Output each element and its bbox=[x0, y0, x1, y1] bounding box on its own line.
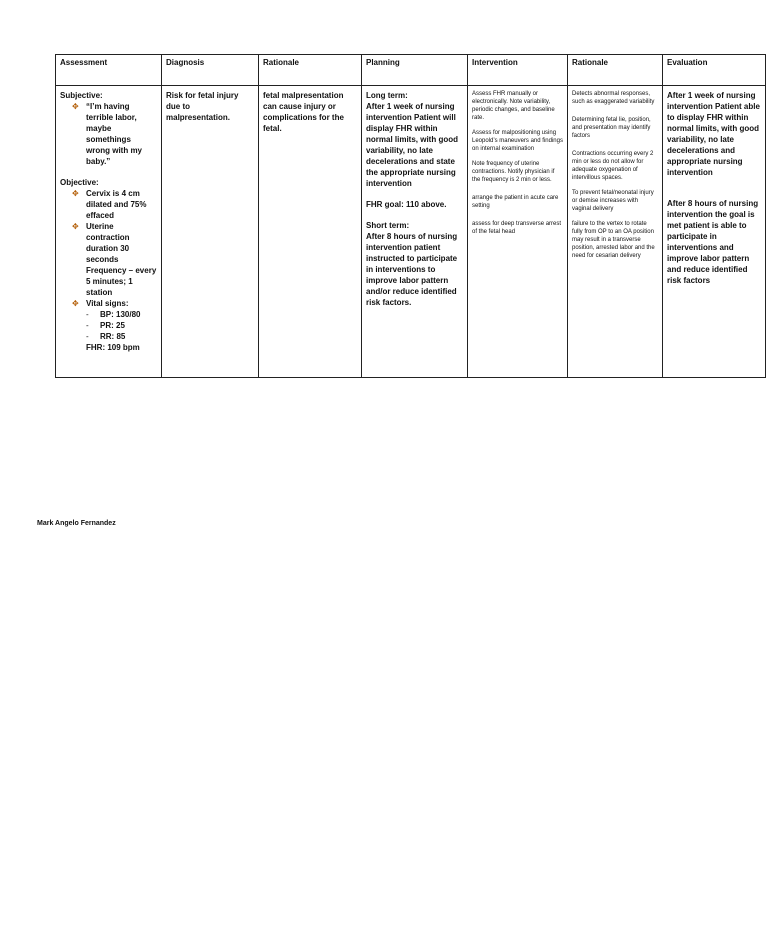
table-row bbox=[56, 86, 766, 378]
intervention-item: Assess FHR manually or electronically. Note variability, periodic changes, and baseline rate. bbox=[472, 91, 555, 121]
contraction-finding: Uterine contraction duration 30 seconds Frequency – every 5 minutes; 1 station bbox=[86, 222, 157, 297]
header-rationale-2: Rationale bbox=[568, 55, 663, 86]
pushpin-bullet-icon: ✥ bbox=[72, 222, 79, 231]
intervention-item: arrange the patient in acute care setting bbox=[472, 195, 559, 209]
pushpin-bullet-icon: ✥ bbox=[72, 299, 79, 308]
short-term-heading: Short term: bbox=[366, 221, 410, 230]
list-item: - BP: 130/80 bbox=[86, 310, 141, 319]
header-evaluation: Evaluation bbox=[663, 55, 766, 86]
vital-fhr: FHR: 109 bpm bbox=[86, 343, 140, 352]
vital-pr: PR: 25 bbox=[100, 321, 125, 330]
header-rationale: Rationale bbox=[259, 55, 362, 86]
header-diagnosis: Diagnosis bbox=[162, 55, 259, 86]
pushpin-bullet-icon: ✥ bbox=[72, 102, 79, 111]
long-term-text: After 1 week of nursing intervention Patient will display FHR within normal limits, with good variability, no late decelerations and state the appropriate nursing intervention bbox=[366, 102, 458, 188]
rationale-text: fetal malpresentation can cause injury or complications for the fetal. bbox=[263, 91, 344, 133]
short-term-text: After 8 hours of nursing intervention patient instructed to participate in interventions to improve labor pattern and/or reduce identified risk factors. bbox=[366, 232, 458, 307]
rationale-item: Detects abnormal responses, such as exaggerated variability bbox=[572, 91, 655, 105]
vital-rr: RR: 85 bbox=[100, 332, 126, 341]
cervix-finding: Cervix is 4 cm dilated and 75% effaced bbox=[86, 189, 147, 220]
subjective-heading: Subjective: bbox=[60, 91, 103, 100]
header-intervention: Intervention bbox=[468, 55, 568, 86]
diagnosis-cell bbox=[162, 86, 259, 378]
intervention-item: assess for deep transverse arrest of the fetal head bbox=[472, 221, 562, 235]
subjective-quote: “I’m having terrible labor, maybe somethings wrong with my baby.” bbox=[86, 102, 142, 166]
list-item bbox=[72, 221, 157, 298]
rationale-item: Determining fetal lie, position, and presentation may identify factors bbox=[572, 117, 651, 139]
objective-heading: Objective: bbox=[60, 178, 99, 187]
list-item: - PR: 25 bbox=[86, 321, 125, 330]
rationale-2-cell bbox=[568, 86, 663, 378]
evaluation-item: After 8 hours of nursing intervention the goal is met patient is able to participate in interventions and improve labor pattern and reduce identified risk factors bbox=[667, 199, 759, 285]
planning-cell bbox=[362, 86, 468, 378]
vital-bp: BP: 130/80 bbox=[100, 310, 141, 319]
list-item bbox=[72, 188, 157, 221]
intervention-cell bbox=[468, 86, 568, 378]
header-planning: Planning bbox=[362, 55, 468, 86]
list-item: - RR: 85 bbox=[86, 332, 126, 341]
intervention-item: Assess for malpositioning using Leopold’s maneuvers and findings on internal examination bbox=[472, 130, 563, 152]
rationale-item: failure to the vertex to rotate fully from OP to an OA position may result in a transverse position, arrested labor and the need for cesarian delivery bbox=[572, 221, 655, 259]
rationale-cell bbox=[259, 86, 362, 378]
author-name: Mark Angelo Fernandez bbox=[37, 520, 116, 527]
list-item bbox=[72, 101, 157, 167]
vital-signs-label: Vital signs: bbox=[86, 299, 129, 308]
rationale-item: To prevent fetal/neonatal injury or demise increases with vaginal delivery bbox=[572, 190, 654, 212]
diagnosis-text: Risk for fetal injury due to malpresentation. bbox=[166, 91, 239, 122]
header-assessment: Assessment bbox=[56, 55, 162, 86]
header-row bbox=[56, 55, 766, 86]
fhr-goal: FHR goal: 110 above. bbox=[366, 200, 447, 209]
pushpin-bullet-icon: ✥ bbox=[72, 189, 79, 198]
nursing-care-plan-table bbox=[55, 54, 766, 378]
long-term-heading: Long term: bbox=[366, 91, 408, 100]
evaluation-cell bbox=[663, 86, 766, 378]
assessment-cell bbox=[56, 86, 162, 378]
intervention-item: Note frequency of uterine contractions. Notify physician if the frequency is 2 min or less. bbox=[472, 161, 555, 183]
evaluation-item: After 1 week of nursing intervention Patient able to display FHR within normal limits, with good variability, no late decelerations and appropriate nursing intervention bbox=[667, 91, 760, 177]
rationale-item: Contractions occurring every 2 min or less do not allow for adequate oxygenation of intervillous spaces. bbox=[572, 151, 654, 181]
list-item bbox=[72, 298, 157, 309]
